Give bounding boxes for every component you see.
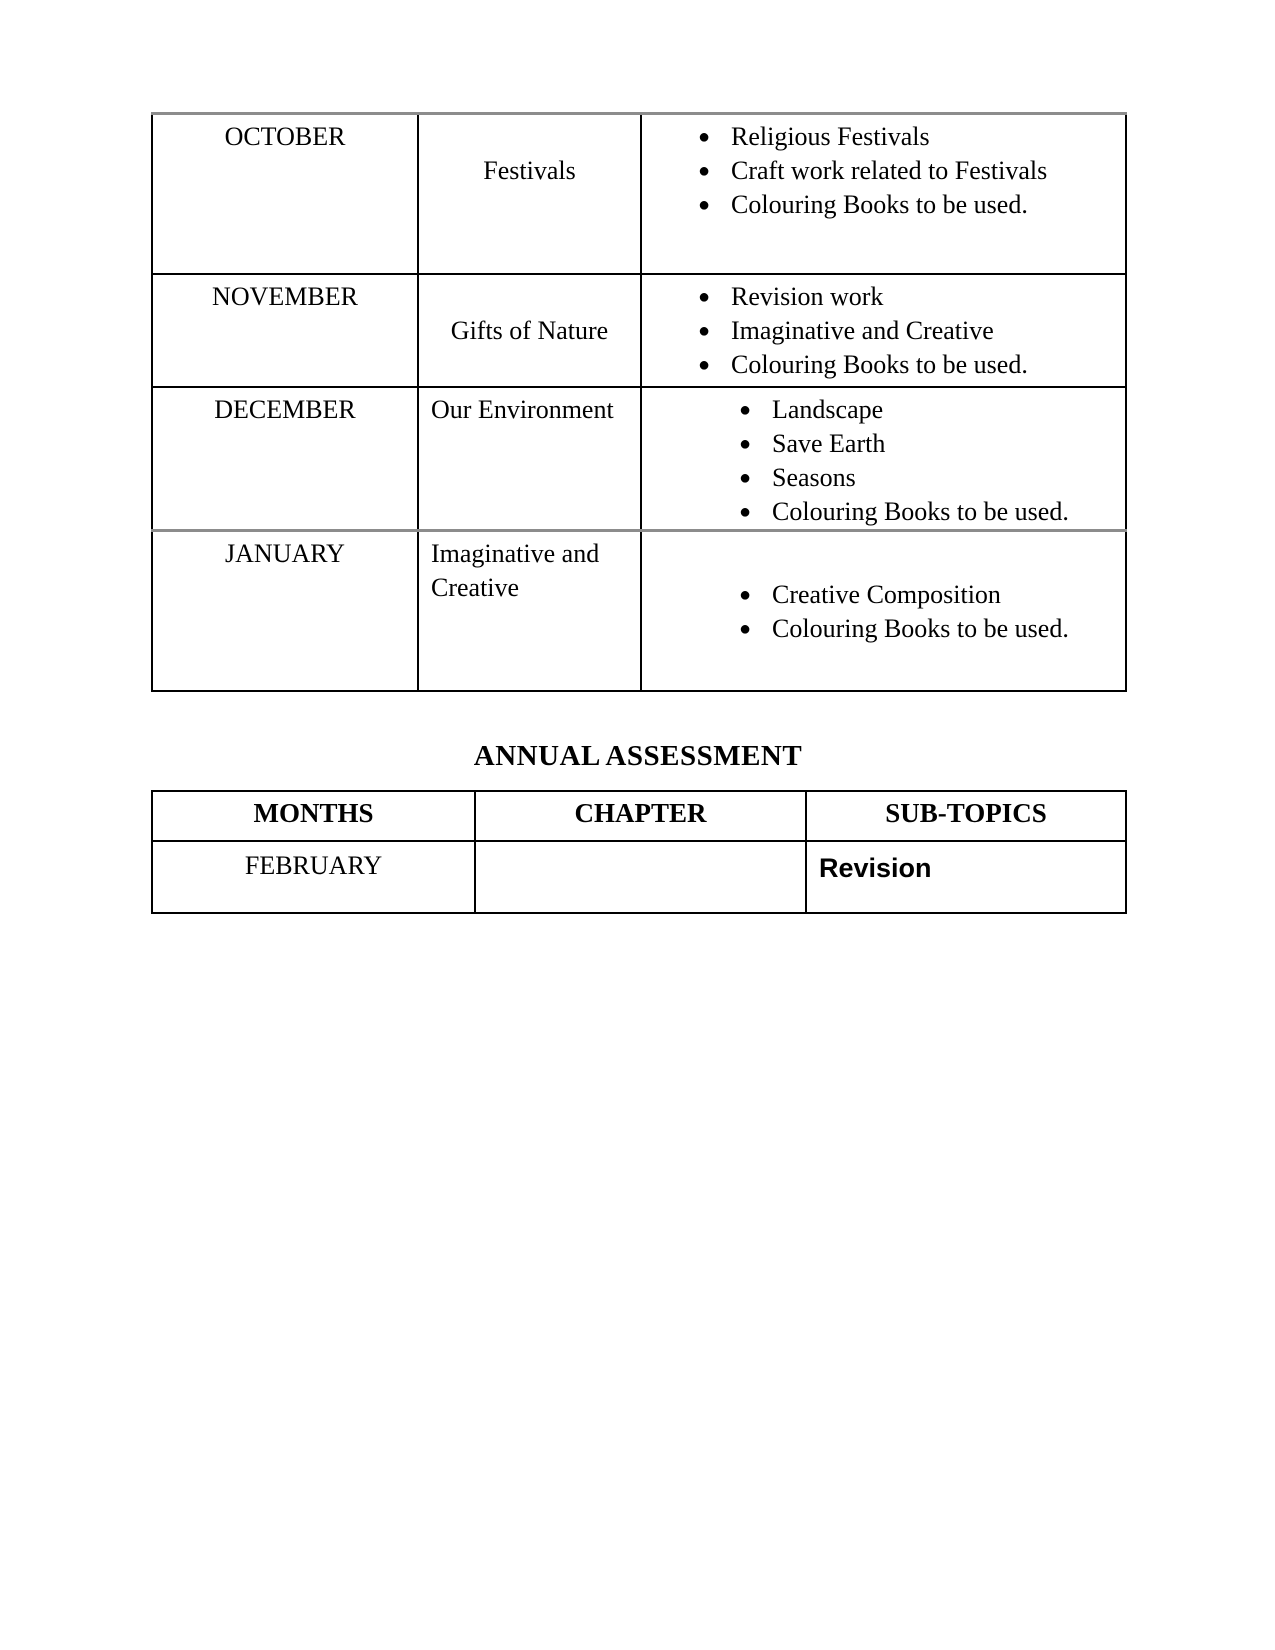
bullet-icon: ● (698, 319, 711, 342)
month-label: NOVEMBER (212, 281, 358, 311)
subtopic-label: Imaginative and Creative (731, 315, 994, 345)
list-item (642, 348, 1125, 382)
chapter-label: Our Environment (431, 394, 614, 424)
revision-label: Revision (819, 853, 932, 883)
chapter-cell (418, 274, 641, 387)
annual-assessment-heading: ANNUAL ASSESSMENT (473, 740, 803, 772)
chapter-label: Festivals (483, 156, 576, 185)
bullet-icon: ● (698, 126, 711, 148)
list-item (642, 154, 1125, 188)
subtopic-label: Landscape (772, 394, 884, 424)
month-cell (152, 274, 418, 387)
month-cell (152, 841, 475, 913)
subtopic-label: Colouring Books to be used. (731, 190, 1028, 219)
month-label: DECEMBER (214, 394, 356, 424)
chapter-label: Gifts of Nature (450, 315, 609, 345)
subtopic-label: Save Earth (772, 428, 886, 458)
list-item (642, 280, 1125, 314)
subtopics-cell (641, 114, 1126, 274)
list-item (642, 495, 1125, 529)
subtopic-label: Colouring Books to be used. (772, 496, 1069, 526)
column-header-subtopics: SUB-TOPICS (806, 791, 1126, 841)
chapter-label: Imaginative and Creative (431, 538, 600, 602)
list-item (642, 461, 1125, 495)
bullet-icon: ● (739, 398, 752, 421)
subtopic-label: Craft work related to Festivals (731, 156, 1048, 185)
column-header-months: MONTHS (152, 791, 475, 841)
bullet-icon: ● (739, 617, 752, 640)
column-header-chapter: CHAPTER (475, 791, 806, 841)
subtopic-label: Revision work (731, 281, 884, 311)
table-row-december (152, 387, 1126, 531)
subtopic-label: Colouring Books to be used. (772, 613, 1069, 643)
bullet-icon: ● (739, 432, 752, 455)
month-label: JANUARY (225, 538, 345, 568)
subtopics-cell (806, 841, 1126, 913)
bullet-icon: ● (698, 285, 711, 308)
monthly-syllabus-table (151, 112, 1127, 692)
bullet-icon: ● (698, 353, 711, 376)
table-row-october (152, 114, 1126, 274)
bullet-icon: ● (739, 500, 752, 523)
subtopic-label: Creative Composition (772, 579, 1001, 609)
list-item (642, 427, 1125, 461)
chapter-cell (418, 114, 641, 274)
chapter-cell (418, 387, 641, 531)
list-item (642, 393, 1125, 427)
subtopics-cell (641, 274, 1126, 387)
subtopic-label: Religious Festivals (731, 122, 930, 151)
month-cell (152, 387, 418, 531)
month-label: OCTOBER (224, 122, 346, 151)
subtopics-cell (641, 530, 1126, 691)
month-cell (152, 530, 418, 691)
annual-assessment-table (151, 790, 1127, 914)
bullet-icon: ● (698, 194, 711, 216)
list-item (642, 612, 1125, 646)
table-row-november (152, 274, 1126, 387)
chapter-cell (418, 530, 641, 691)
subtopics-cell (641, 387, 1126, 531)
bullet-icon: ● (739, 583, 752, 606)
bullet-icon: ● (698, 160, 711, 182)
subtopic-label: Seasons (772, 462, 856, 492)
chapter-cell-empty (475, 841, 806, 913)
list-item (642, 314, 1125, 348)
month-label: FEBRUARY (244, 851, 383, 880)
table-row-february (152, 841, 1126, 913)
table-header-row (152, 791, 1126, 841)
subtopic-label: Colouring Books to be used. (731, 349, 1028, 379)
list-item (642, 578, 1125, 612)
month-cell (152, 114, 418, 274)
bullet-icon: ● (739, 466, 752, 489)
table-row-january (152, 530, 1126, 691)
list-item (642, 120, 1125, 154)
list-item (642, 188, 1125, 222)
